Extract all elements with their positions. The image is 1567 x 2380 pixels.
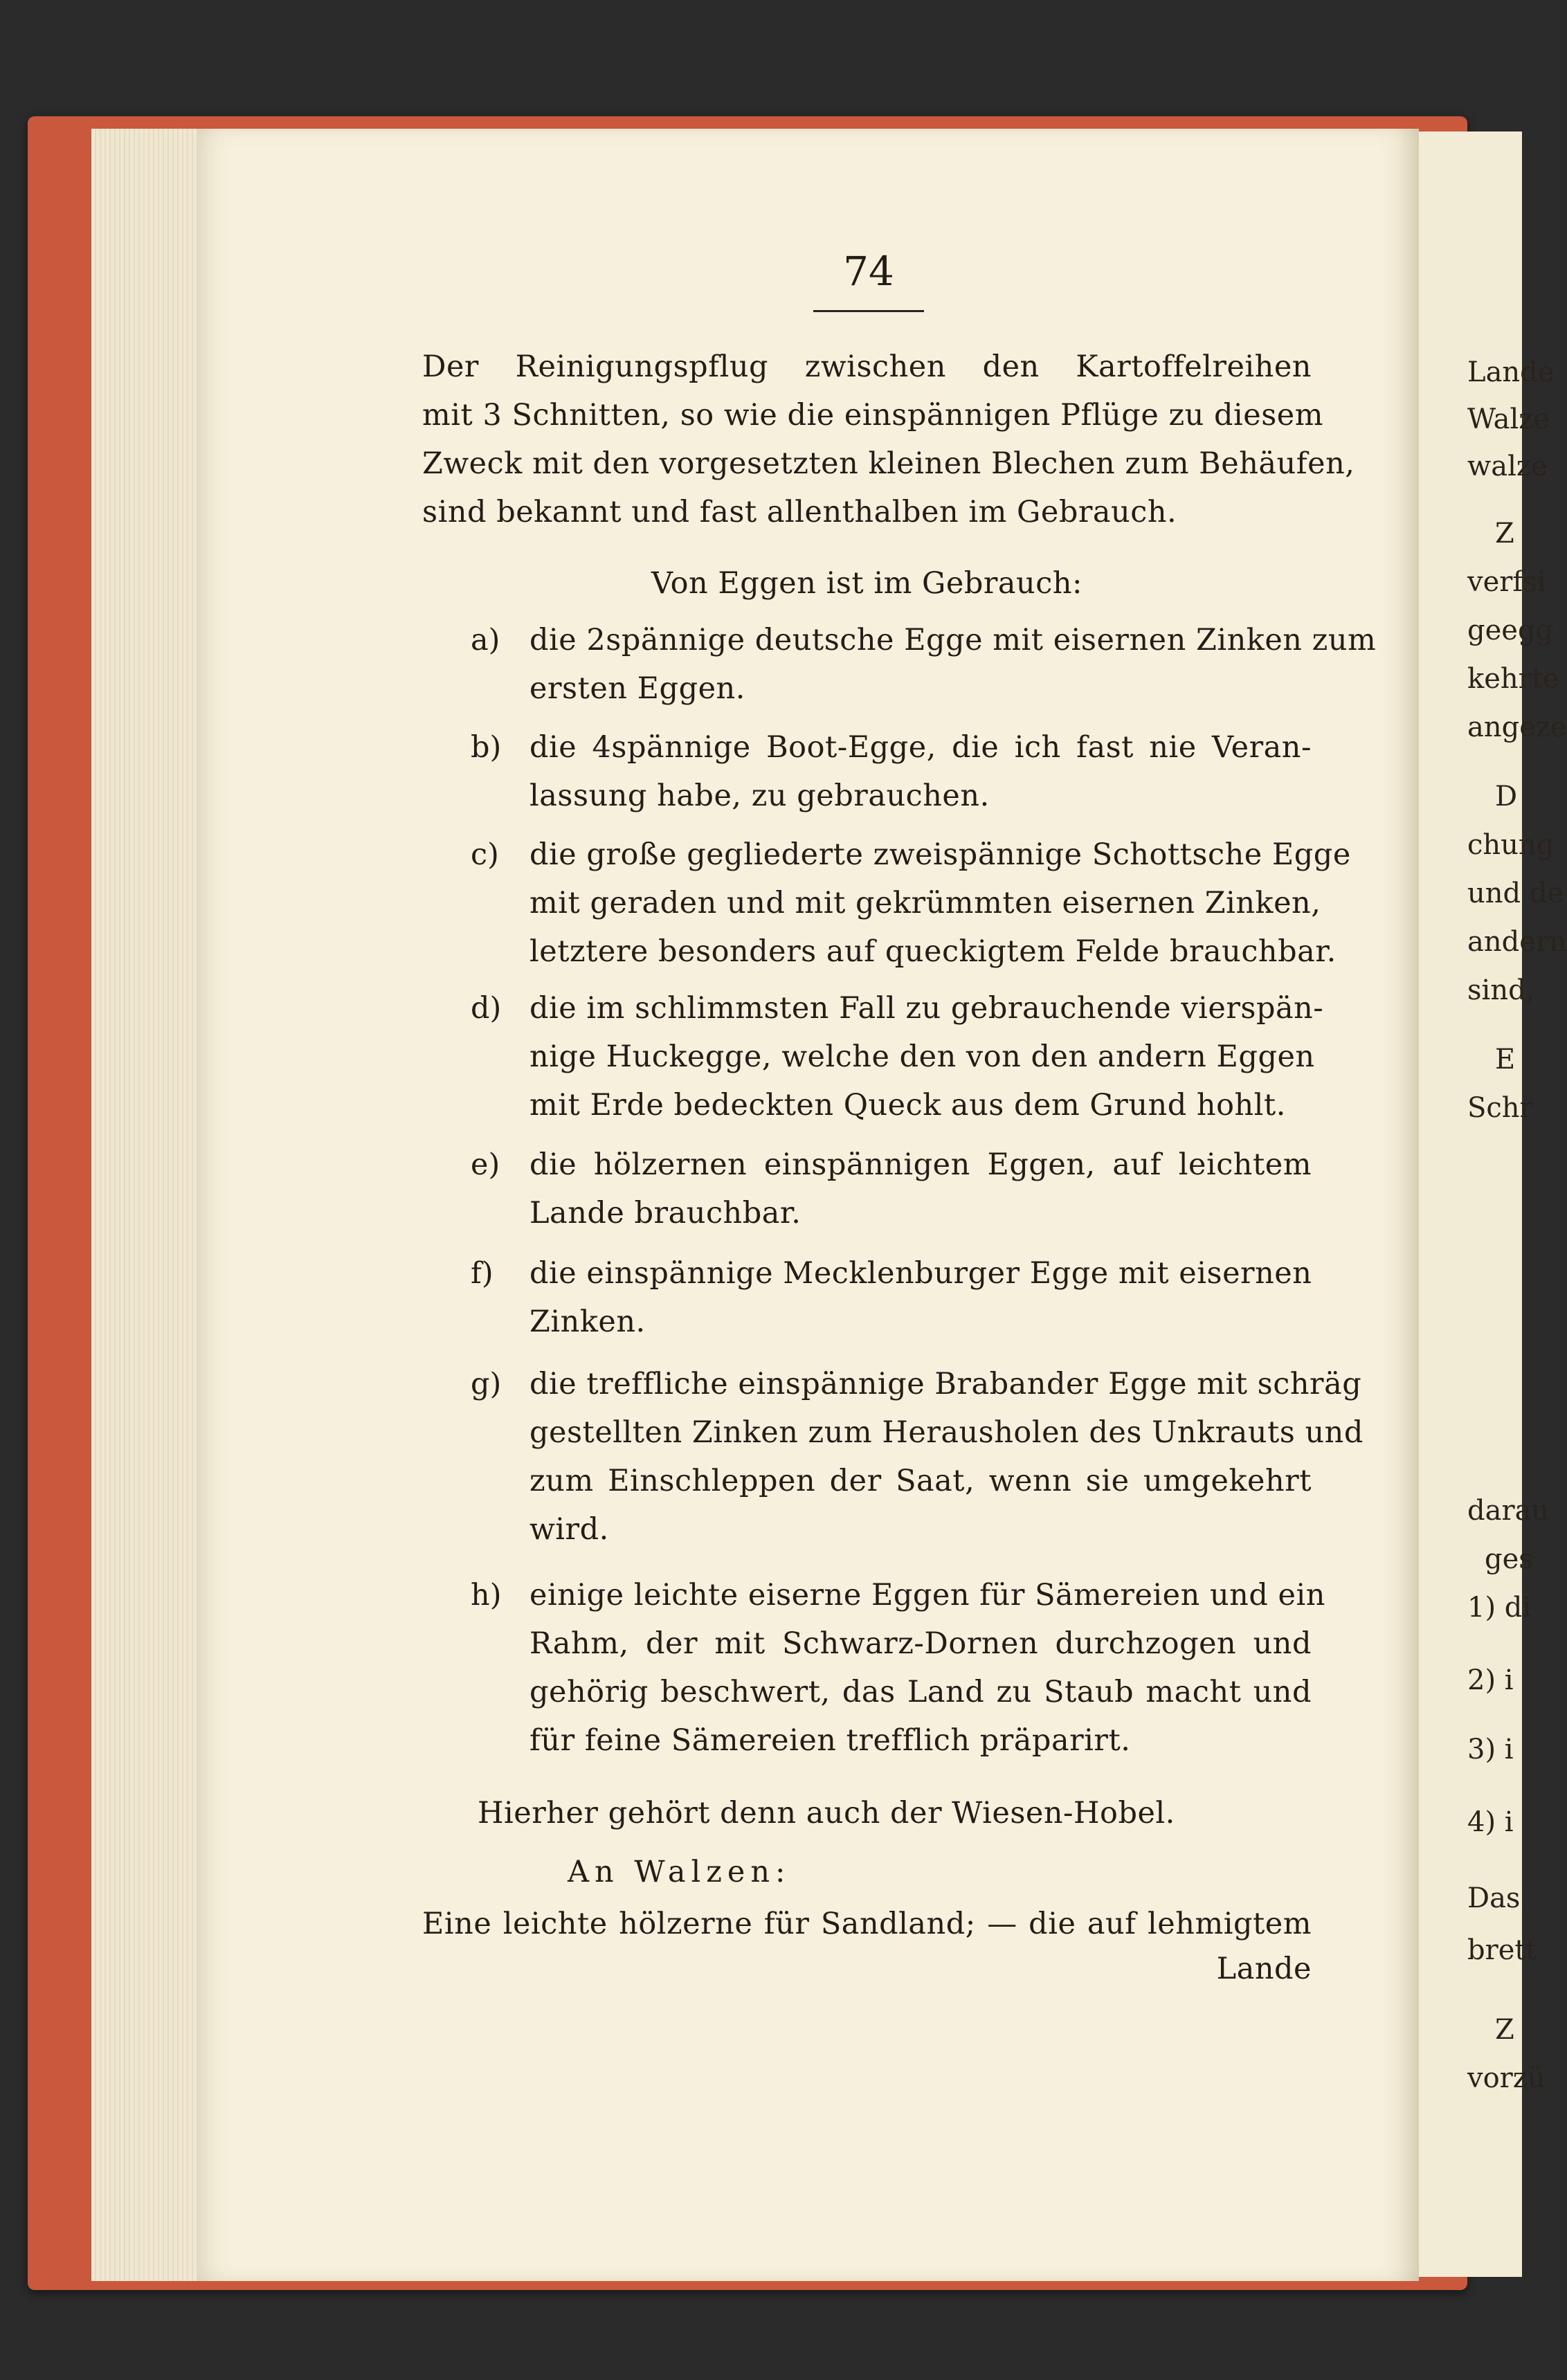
right-fragment: Lande xyxy=(1467,356,1555,388)
page-number-rule xyxy=(813,310,924,312)
right-fragment: Schr xyxy=(1467,1092,1533,1124)
item-line: letztere besonders auf queckigtem Felde brauchbar. xyxy=(529,934,1337,969)
item-line: gestellten Zinken zum Herausholen des Unkrauts und xyxy=(529,1415,1364,1450)
item-line: wird. xyxy=(529,1512,609,1547)
right-fragment: E xyxy=(1495,1044,1516,1075)
item-label: f) xyxy=(471,1256,493,1291)
hobel-line: Hierher gehört denn auch der Wiesen-Hobel. xyxy=(478,1796,1175,1831)
right-fragment: darau xyxy=(1467,1495,1550,1527)
walzen-heading: An Walzen: xyxy=(568,1855,791,1889)
right-fragment: angeze xyxy=(1467,711,1567,743)
item-line: die treffliche einspännige Brabander Egge mit schräg xyxy=(529,1367,1362,1401)
item-line: gehörig beschwert, das Land zu Staub macht und xyxy=(529,1675,1312,1709)
item-label: g) xyxy=(471,1367,502,1401)
item-line: die einspännige Mecklenburger Egge mit eisernen xyxy=(529,1256,1312,1291)
right-fragment: chung xyxy=(1467,829,1555,861)
text-line: mit 3 Schnitten, so wie die einspännigen Pflüge zu diesem xyxy=(422,398,1323,433)
right-fragment: sind, xyxy=(1467,974,1535,1006)
item-label: a) xyxy=(471,623,500,657)
right-fragment: walze xyxy=(1467,451,1548,482)
item-line: nige Huckegge, welche den von den andern Eggen xyxy=(529,1039,1315,1074)
right-fragment: brett xyxy=(1467,1934,1537,1966)
right-fragment: Z xyxy=(1495,518,1514,549)
item-label: c) xyxy=(471,837,499,872)
item-line: für feine Sämereien trefflich präparirt. xyxy=(529,1723,1131,1758)
text-line: sind bekannt und fast allenthalben im Gebrauch. xyxy=(422,495,1177,529)
item-label: b) xyxy=(471,730,502,765)
right-fragment: Z xyxy=(1495,2014,1514,2046)
item-line: mit geraden und mit gekrümmten eisernen Zinken, xyxy=(529,886,1321,920)
item-label: e) xyxy=(471,1147,500,1182)
right-fragment: Das xyxy=(1467,1882,1521,1914)
right-fragment: vorzü xyxy=(1467,2062,1546,2094)
right-fragment: 1) di xyxy=(1467,1592,1532,1624)
item-label: d) xyxy=(471,991,502,1026)
item-line: mit Erde bedeckten Queck aus dem Grund hohlt. xyxy=(529,1088,1286,1123)
item-line: die große gegliederte zweispännige Schottsche Egge xyxy=(529,837,1351,872)
item-line: die hölzernen einspännigen Eggen, auf leichtem xyxy=(529,1147,1312,1182)
item-line: die 2spännige deutsche Egge mit eisernen Zinken zum xyxy=(529,623,1377,657)
item-line: lassung habe, zu gebrauchen. xyxy=(529,779,990,813)
right-fragment: geegg xyxy=(1467,615,1554,646)
text-line: Eine leichte hölzerne für Sandland; — die auf lehmigtem xyxy=(422,1907,1312,1941)
item-line: Lande brauchbar. xyxy=(529,1196,801,1230)
text-line: Zweck mit den vorgesetzten kleinen Blechen zum Behäufen, xyxy=(422,446,1355,481)
item-line: Zinken. xyxy=(529,1305,646,1339)
right-fragment: 3) i xyxy=(1467,1734,1514,1765)
right-fragment: 4) i xyxy=(1467,1806,1514,1838)
right-fragment: Walze xyxy=(1467,403,1550,435)
item-line: die im schlimmsten Fall zu gebrauchende vierspän- xyxy=(529,991,1324,1026)
right-fragment: kehrte xyxy=(1467,663,1559,695)
item-line: die 4spännige Boot-Egge, die ich fast nie Veran- xyxy=(529,730,1312,765)
page-number: 74 xyxy=(843,248,894,295)
right-fragment: D xyxy=(1495,781,1518,812)
catchword: Lande xyxy=(1216,1952,1312,1986)
item-line: einige leichte eiserne Eggen für Sämereien und ein xyxy=(529,1578,1325,1613)
right-page-edge xyxy=(1419,131,1567,2277)
item-line: zum Einschleppen der Saat, wenn sie umgekehrt xyxy=(529,1464,1312,1498)
item-label: h) xyxy=(471,1578,502,1613)
text-line: Der Reinigungspflug zwischen den Kartoffelreihen xyxy=(422,349,1312,384)
right-fragment: verfsi xyxy=(1467,566,1546,598)
right-fragment: andern xyxy=(1467,926,1567,958)
item-line: Rahm, der mit Schwarz-Dornen durchzogen und xyxy=(529,1626,1312,1661)
right-fragment: und de xyxy=(1467,878,1564,909)
section-heading: Von Eggen ist im Gebrauch: xyxy=(651,566,1083,601)
item-line: ersten Eggen. xyxy=(529,671,745,706)
right-fragment: 2) i xyxy=(1467,1664,1514,1696)
page-edges xyxy=(91,129,209,2281)
right-fragment: ges xyxy=(1485,1543,1533,1575)
